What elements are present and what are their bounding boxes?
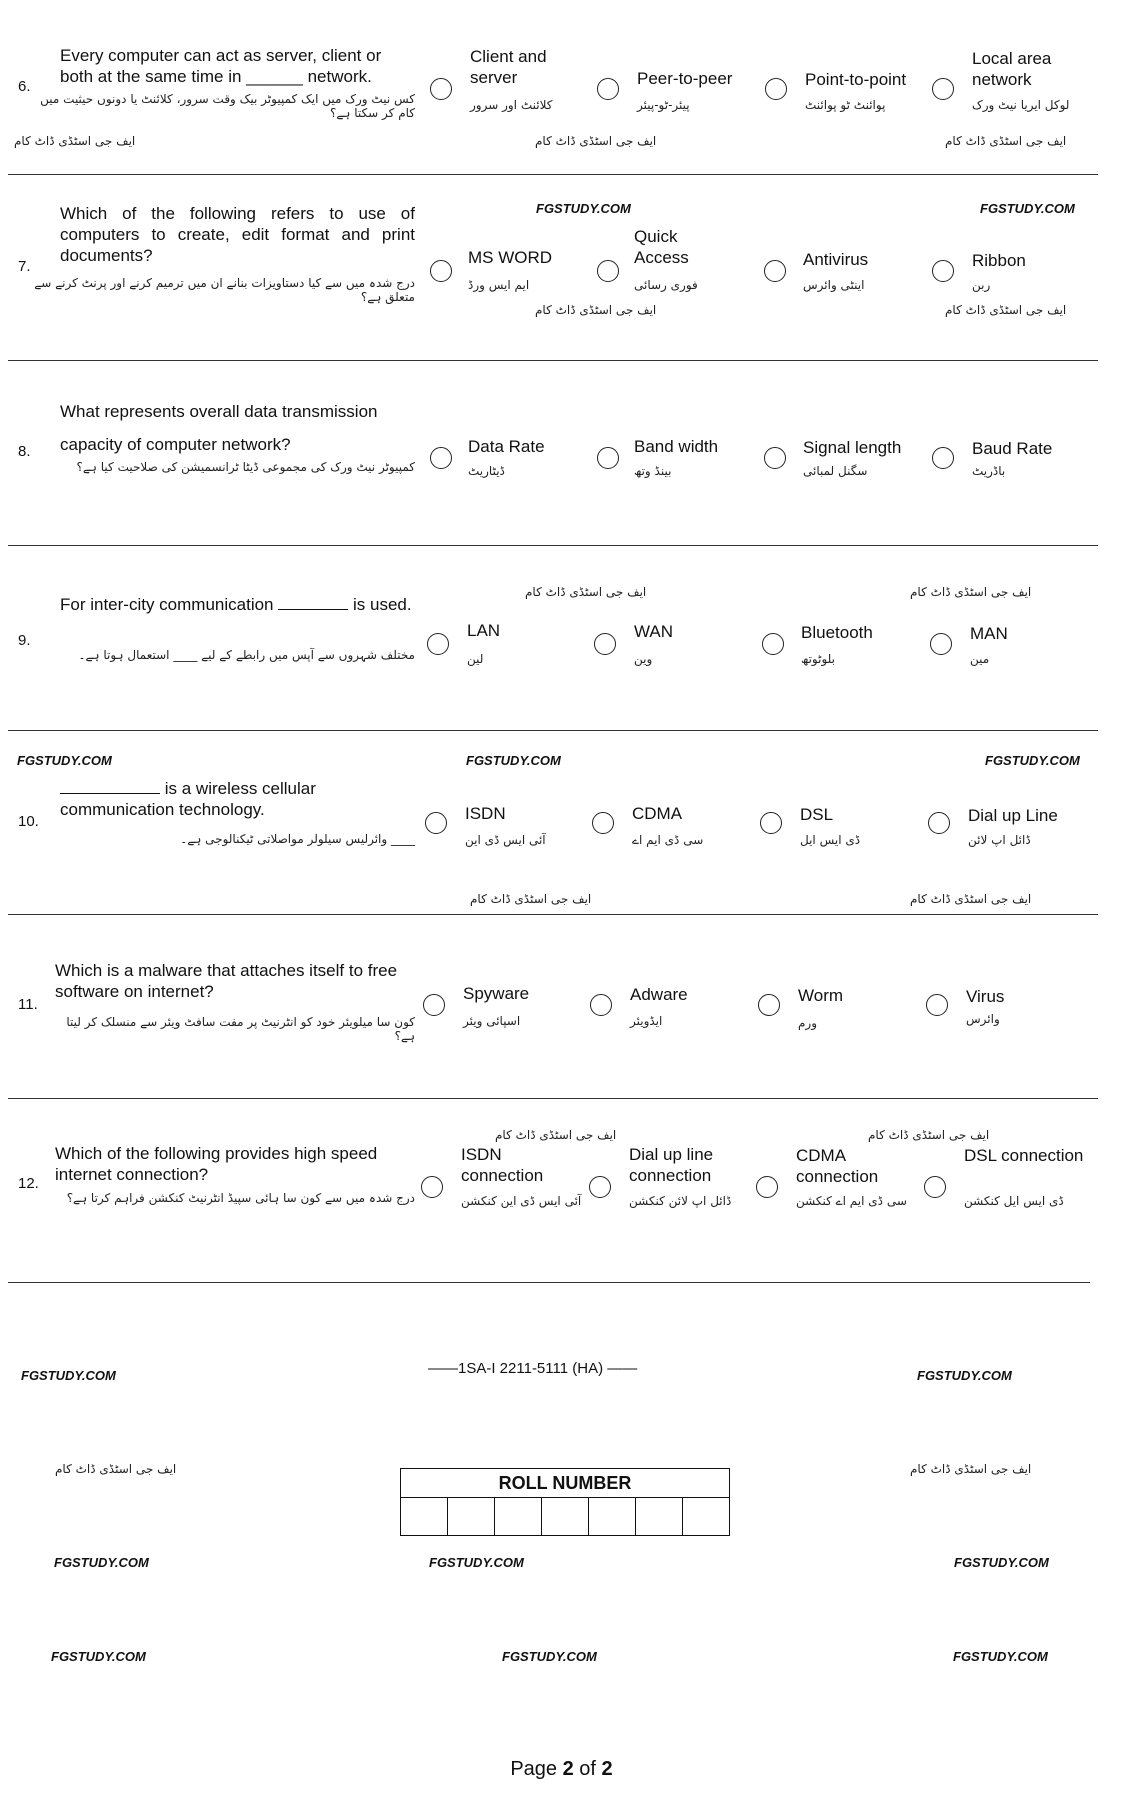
option-radio[interactable] bbox=[430, 260, 452, 282]
option-radio[interactable] bbox=[760, 812, 782, 834]
option-urdu: ایم ایس ورڈ bbox=[468, 278, 530, 292]
option-urdu: ڈی ایس ایل کنکشن bbox=[964, 1194, 1064, 1208]
question-urdu: درج شدہ میں سے کون سا ہائی سپیڈ انٹرنیٹ کنکشن فراہم کرتا ہے؟ bbox=[66, 1191, 415, 1205]
watermark: FGSTUDY.COM bbox=[985, 753, 1080, 768]
option-radio[interactable] bbox=[932, 260, 954, 282]
question-text: Which of the following refers to use of computers to create, edit format and print documents? bbox=[60, 204, 415, 265]
watermark: FGSTUDY.COM bbox=[953, 1649, 1048, 1664]
page-prefix: Page bbox=[510, 1758, 558, 1780]
roll-number-cell[interactable] bbox=[542, 1498, 589, 1536]
option-urdu: ڈی ایس ایل bbox=[800, 833, 861, 847]
option-urdu: مین bbox=[970, 652, 990, 666]
option-radio[interactable] bbox=[425, 812, 447, 834]
watermark: FGSTUDY.COM bbox=[54, 1555, 149, 1570]
watermark-urdu: ایف جی اسٹڈی ڈاٹ کام bbox=[535, 303, 657, 317]
option-urdu: سگنل لمبائی bbox=[803, 464, 868, 478]
option-radio[interactable] bbox=[430, 78, 452, 100]
question-urdu: درج شدہ میں سے کیا دستاویزات بنانے ان میں ترمیم کرنے اور پرنٹ کرنے سے متعلق ہے؟ bbox=[34, 276, 415, 304]
option-label: Dial up line connection bbox=[629, 1145, 714, 1185]
watermark-urdu: ایف جی اسٹڈی ڈاٹ کام bbox=[525, 585, 647, 599]
roll-number-cell[interactable] bbox=[401, 1498, 448, 1536]
option-label: CDMA connection bbox=[796, 1146, 879, 1186]
separator bbox=[8, 360, 1098, 361]
question-text: Every computer can act as server, client or both at the same time in ______ network. bbox=[60, 46, 382, 86]
question-urdu: کمپیوٹر نیٹ ورک کی مجموعی ڈیٹا ٹرانسمیشن کی صلاحیت کیا ہے؟ bbox=[76, 460, 415, 474]
option-radio[interactable] bbox=[590, 994, 612, 1016]
option-label: MS WORD bbox=[468, 248, 553, 267]
option-label: LAN bbox=[467, 621, 501, 640]
watermark: FGSTUDY.COM bbox=[502, 1649, 597, 1664]
question-number: 9. bbox=[18, 632, 31, 649]
option-radio[interactable] bbox=[764, 447, 786, 469]
question-text bbox=[60, 594, 415, 615]
option-label: Antivirus bbox=[803, 250, 869, 269]
watermark-urdu: ایف جی اسٹڈی ڈاٹ کام bbox=[868, 1128, 990, 1142]
option-urdu: لین bbox=[467, 652, 484, 666]
option-radio[interactable] bbox=[765, 78, 787, 100]
option-urdu: ورم bbox=[798, 1016, 818, 1030]
watermark-urdu: ایف جی اسٹڈی ڈاٹ کام bbox=[535, 134, 657, 148]
answer-blank bbox=[278, 595, 348, 610]
option-label: MAN bbox=[970, 624, 1008, 643]
option-radio[interactable] bbox=[421, 1176, 443, 1198]
option-urdu: سی ڈی ایم اے bbox=[632, 833, 704, 847]
option-radio[interactable] bbox=[932, 447, 954, 469]
option-radio[interactable] bbox=[926, 994, 948, 1016]
watermark: FGSTUDY.COM bbox=[954, 1555, 1049, 1570]
watermark: FGSTUDY.COM bbox=[466, 753, 561, 768]
option-urdu: ڈائل اپ لائن کنکشن bbox=[629, 1194, 732, 1208]
option-label: DSL bbox=[800, 805, 834, 824]
option-urdu: کلائنٹ اور سرور bbox=[470, 98, 553, 112]
option-label: ISDN bbox=[465, 804, 506, 823]
option-label: ISDN connection bbox=[461, 1145, 544, 1185]
option-radio[interactable] bbox=[924, 1176, 946, 1198]
separator bbox=[8, 914, 1098, 915]
option-radio[interactable] bbox=[423, 994, 445, 1016]
question-urdu: کس نیٹ ورک میں ایک کمپیوٹر بیک وقت سرور، کلائنٹ یا دونوں حیثیت میں کام کر سکتا ہے؟ bbox=[40, 92, 415, 120]
option-label: Virus bbox=[966, 987, 1005, 1006]
question-number: 6. bbox=[18, 78, 31, 95]
question-number: 10. bbox=[18, 813, 39, 830]
question-text: What represents overall data transmission capacity of computer network? bbox=[60, 402, 378, 454]
question-number: 7. bbox=[18, 258, 31, 275]
question-number: 8. bbox=[18, 443, 31, 460]
watermark-urdu: ایف جی اسٹڈی ڈاٹ کام bbox=[945, 134, 1067, 148]
option-radio[interactable] bbox=[932, 78, 954, 100]
option-radio[interactable] bbox=[756, 1176, 778, 1198]
page-number bbox=[0, 1758, 1123, 1781]
option-label: Local area network bbox=[972, 49, 1052, 89]
option-label: Data Rate bbox=[468, 437, 545, 456]
answer-blank bbox=[60, 779, 160, 794]
option-radio[interactable] bbox=[597, 78, 619, 100]
option-radio[interactable] bbox=[930, 633, 952, 655]
option-label: Worm bbox=[798, 986, 844, 1005]
option-radio[interactable] bbox=[594, 633, 616, 655]
option-urdu: ایڈویئر bbox=[630, 1014, 663, 1028]
watermark-urdu: ایف جی اسٹڈی ڈاٹ کام bbox=[910, 1462, 1032, 1476]
question-urdu: مختلف شہروں سے آپس میں رابطے کے لیے ____ استعمال ہوتا ہے۔ bbox=[78, 648, 415, 662]
question-number: 12. bbox=[18, 1175, 39, 1192]
option-urdu: بینڈ وتھ bbox=[634, 464, 672, 478]
option-urdu: سی ڈی ایم اے کنکشن bbox=[796, 1194, 907, 1208]
option-radio[interactable] bbox=[430, 447, 452, 469]
option-urdu: ڈائل اپ لائن bbox=[968, 833, 1031, 847]
option-label: Baud Rate bbox=[972, 439, 1053, 458]
option-urdu: اسپائی ویئر bbox=[463, 1014, 521, 1028]
page-total: 2 bbox=[601, 1758, 613, 1780]
paper-code: ——1SA-I 2211-5111 (HA) —— bbox=[428, 1360, 638, 1377]
option-label: CDMA bbox=[632, 804, 683, 823]
option-urdu: وین bbox=[634, 652, 653, 666]
watermark: FGSTUDY.COM bbox=[21, 1368, 116, 1383]
option-urdu: پیئر-ٹو-پیئر bbox=[637, 98, 690, 112]
option-label: Dial up Line bbox=[968, 806, 1058, 825]
watermark: FGSTUDY.COM bbox=[429, 1555, 524, 1570]
page-current: 2 bbox=[562, 1758, 574, 1780]
watermark: FGSTUDY.COM bbox=[536, 201, 631, 216]
question-text-part: For inter-city communication bbox=[60, 595, 274, 614]
option-radio[interactable] bbox=[764, 260, 786, 282]
roll-number-cell[interactable] bbox=[589, 1498, 636, 1536]
option-label: Spyware bbox=[463, 984, 530, 1003]
question-urdu: ____ وائرلیس سیلولر مواصلاتی ٹیکنالوجی ہے۔ bbox=[180, 832, 415, 846]
watermark-urdu: ایف جی اسٹڈی ڈاٹ کام bbox=[55, 1462, 177, 1476]
option-label: Peer-to-peer bbox=[637, 69, 733, 88]
option-urdu: آئی ایس ڈی این کنکشن bbox=[461, 1194, 582, 1208]
watermark-urdu: ایف جی اسٹڈی ڈاٹ کام bbox=[470, 892, 592, 906]
question-urdu: کون سا میلویئر خود کو انٹرنیٹ پر مفت سافٹ ویئر سے منسلک کر لیتا ہے؟ bbox=[66, 1015, 415, 1043]
option-label: Ribbon bbox=[972, 251, 1026, 270]
question-text: Which is a malware that attaches itself to free software on internet? bbox=[55, 961, 398, 1001]
option-radio[interactable] bbox=[928, 812, 950, 834]
option-label: Client and server bbox=[470, 47, 547, 87]
question-text: Which of the following provides high speed internet connection? bbox=[55, 1144, 378, 1184]
question-number: 11. bbox=[18, 996, 38, 1013]
watermark-urdu: ایف جی اسٹڈی ڈاٹ کام bbox=[495, 1128, 617, 1142]
option-radio[interactable] bbox=[592, 812, 614, 834]
option-label: Bluetooth bbox=[801, 623, 873, 642]
option-label: Point-to-point bbox=[805, 70, 907, 89]
question-text-part: is used. bbox=[352, 595, 412, 614]
option-urdu: بلوٹوتھ bbox=[801, 652, 835, 666]
option-label: Adware bbox=[630, 985, 688, 1004]
option-radio[interactable] bbox=[758, 994, 780, 1016]
option-label: Band width bbox=[634, 437, 719, 456]
option-radio[interactable] bbox=[762, 633, 784, 655]
option-urdu: پوائنٹ ٹو پوائنٹ bbox=[805, 98, 886, 112]
watermark-urdu: ایف جی اسٹڈی ڈاٹ کام bbox=[910, 892, 1032, 906]
watermark: FGSTUDY.COM bbox=[917, 1368, 1012, 1383]
separator bbox=[8, 1098, 1098, 1099]
page-of: of bbox=[579, 1758, 596, 1780]
option-radio[interactable] bbox=[597, 447, 619, 469]
option-label: WAN bbox=[634, 622, 674, 641]
roll-number-cell[interactable] bbox=[636, 1498, 683, 1536]
separator bbox=[8, 545, 1098, 546]
roll-number-label: ROLL NUMBER bbox=[401, 1469, 729, 1498]
roll-number-cell[interactable] bbox=[683, 1498, 729, 1536]
separator bbox=[8, 174, 1098, 175]
option-radio[interactable] bbox=[427, 633, 449, 655]
separator bbox=[8, 730, 1098, 731]
watermark: FGSTUDY.COM bbox=[17, 753, 112, 768]
watermark-urdu: ایف جی اسٹڈی ڈاٹ کام bbox=[945, 303, 1067, 317]
option-urdu: ڈیٹاریٹ bbox=[468, 464, 505, 478]
option-radio[interactable] bbox=[597, 260, 619, 282]
option-urdu: آئی ایس ڈی این bbox=[465, 833, 546, 847]
question-text bbox=[60, 778, 415, 820]
watermark-urdu: ایف جی اسٹڈی ڈاٹ کام bbox=[14, 134, 136, 148]
roll-number-cell[interactable] bbox=[495, 1498, 542, 1536]
option-urdu: اینٹی وائرس bbox=[803, 278, 865, 292]
option-label: Signal length bbox=[803, 438, 902, 457]
option-urdu: وائرس bbox=[966, 1012, 1000, 1026]
option-urdu: لوکل ایریا نیٹ ورک bbox=[972, 98, 1070, 112]
roll-number-box bbox=[400, 1468, 730, 1536]
watermark-urdu: ایف جی اسٹڈی ڈاٹ کام bbox=[910, 585, 1032, 599]
option-urdu: فوری رسائی bbox=[634, 278, 698, 292]
watermark: FGSTUDY.COM bbox=[980, 201, 1075, 216]
roll-number-cell[interactable] bbox=[448, 1498, 495, 1536]
option-label: DSL connection bbox=[964, 1146, 1084, 1165]
option-urdu: باڈریٹ bbox=[972, 464, 1006, 478]
option-urdu: ربن bbox=[972, 278, 991, 292]
option-radio[interactable] bbox=[589, 1176, 611, 1198]
separator bbox=[8, 1282, 1090, 1283]
option-label: Quick Access bbox=[634, 227, 689, 267]
question-text-part: is a wireless cellular communication technology. bbox=[60, 779, 316, 819]
watermark: FGSTUDY.COM bbox=[51, 1649, 146, 1664]
